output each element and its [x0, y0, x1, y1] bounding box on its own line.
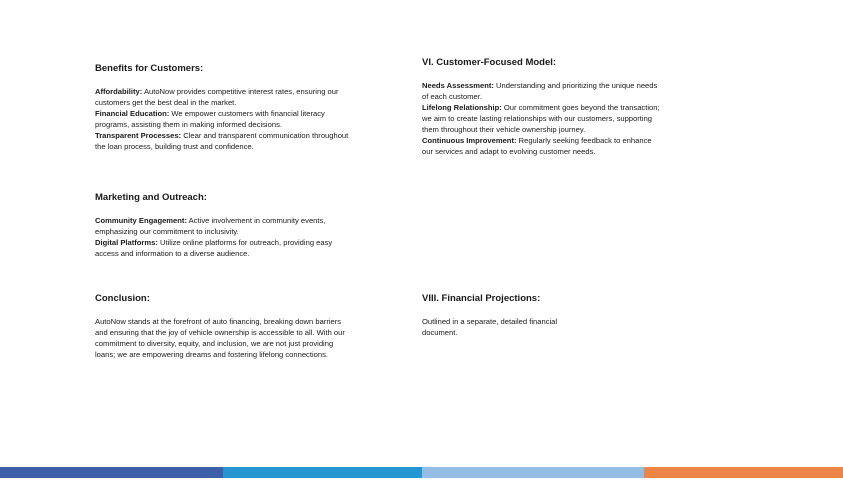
- customer-model-item-improvement: Continuous Improvement: Regularly seeking feedback to enhance our services and adapt to evolving customer needs.: [422, 136, 652, 156]
- projections-heading: VIII. Financial Projections:: [422, 293, 541, 304]
- benefits-heading: Benefits for Customers:: [95, 63, 204, 74]
- footer-bar-segment-1: [0, 467, 223, 478]
- customer-model-item-lifelong: Lifelong Relationship: Our commitment goes beyond the transaction; we aim to create lasting relationships with our customers, supporting them throughout their vehicle ownership journey.: [422, 103, 660, 134]
- customer-model-heading: VI. Customer-Focused Model:: [422, 57, 557, 68]
- conclusion-text: AutoNow stands at the forefront of auto financing, breaking down barriers and ensuring that the joy of vehicle ownership is accessible to all. With our commitment to diversity, equity, and inclusion, we are not just providing loans; we are empowering dreams and fostering lifelong connections.: [95, 317, 345, 359]
- benefits-item-affordability: Affordability: AutoNow provides competitive interest rates, ensuring our customers get the best deal in the market.: [95, 87, 339, 107]
- marketing-item-community: Community Engagement: Active involvement in community events, emphasizing our commitment to inclusivity.: [95, 216, 326, 236]
- projections-text: Outlined in a separate, detailed financial document.: [422, 317, 558, 337]
- marketing-section: [95, 192, 345, 259]
- footer-bar-segment-4: [644, 467, 843, 478]
- benefits-item-transparent-processes: Transparent Processes: Clear and transparent communication throughout the loan process, building trust and confidence.: [95, 131, 349, 151]
- projections-section: [422, 293, 562, 338]
- customer-model-item-needs: Needs Assessment: Understanding and prioritizing the unique needs of each customer.: [422, 81, 658, 101]
- customer-model-section: [422, 57, 662, 157]
- footer-bar-segment-2: [223, 467, 422, 478]
- marketing-item-digital: Digital Platforms: Utilize online platforms for outreach, providing easy access and information to a diverse audience.: [95, 238, 333, 258]
- benefits-item-financial-education: Financial Education: We empower customers with financial literacy programs, assisting them in making informed decisions.: [95, 109, 325, 129]
- conclusion-heading: Conclusion:: [95, 293, 150, 304]
- benefits-section: [95, 63, 357, 152]
- conclusion-section: [95, 293, 353, 360]
- marketing-heading: Marketing and Outreach:: [95, 192, 207, 203]
- footer-bar-segment-3: [422, 467, 644, 478]
